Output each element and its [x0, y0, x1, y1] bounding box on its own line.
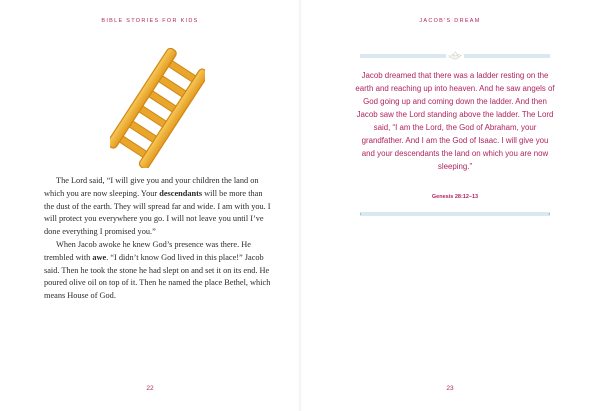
glossary-term-awe: awe [92, 252, 107, 262]
glossary-term-descendants: descendants [159, 188, 203, 198]
verse-divider-bottom [360, 209, 550, 219]
page-number-right: 23 [446, 385, 454, 392]
paragraph-1: The Lord said, “I will give you and your children the land on which you are now sleeping. Your descendants will be more than the dust of the earth. They will spread far and wide. I am with you. I will protect you everywhere you go. I will not leave you until I’ve done everything I promised you.” [44, 176, 271, 237]
scripture-quote: Jacob dreamed that there was a ladder resting on the earth and reaching up into heaven. And he saw angels of God going up and coming down the ladder. And then Jacob saw the Lord standing above the ladder. The Lord said, “I am the Lord, the God of Abraham, your grandfather. And I am the God of Isaac. I will give you and your descendants the land on which you are now sleeping.” [355, 71, 555, 171]
right-page [300, 0, 600, 411]
dove-icon [449, 52, 462, 60]
page-number-left: 22 [146, 385, 154, 392]
ladder-icon [110, 48, 205, 168]
verse-divider-top [360, 51, 550, 61]
running-head-right: JACOB'S DREAM [419, 18, 481, 24]
running-head-left: BIBLE STORIES FOR KIDS [101, 18, 199, 24]
scripture-reference: Genesis 28:12–13 [431, 194, 479, 200]
body-text [44, 175, 274, 303]
paragraph-2: When Jacob awoke he knew God’s presence was there. He trembled with awe. “I didn’t know God lived in this place!” Jacob said. Then he took the stone he had slept on and set it on its end. He poured olive oil on top of it. Then he named the place Bethel, which means House of God. [44, 239, 271, 301]
